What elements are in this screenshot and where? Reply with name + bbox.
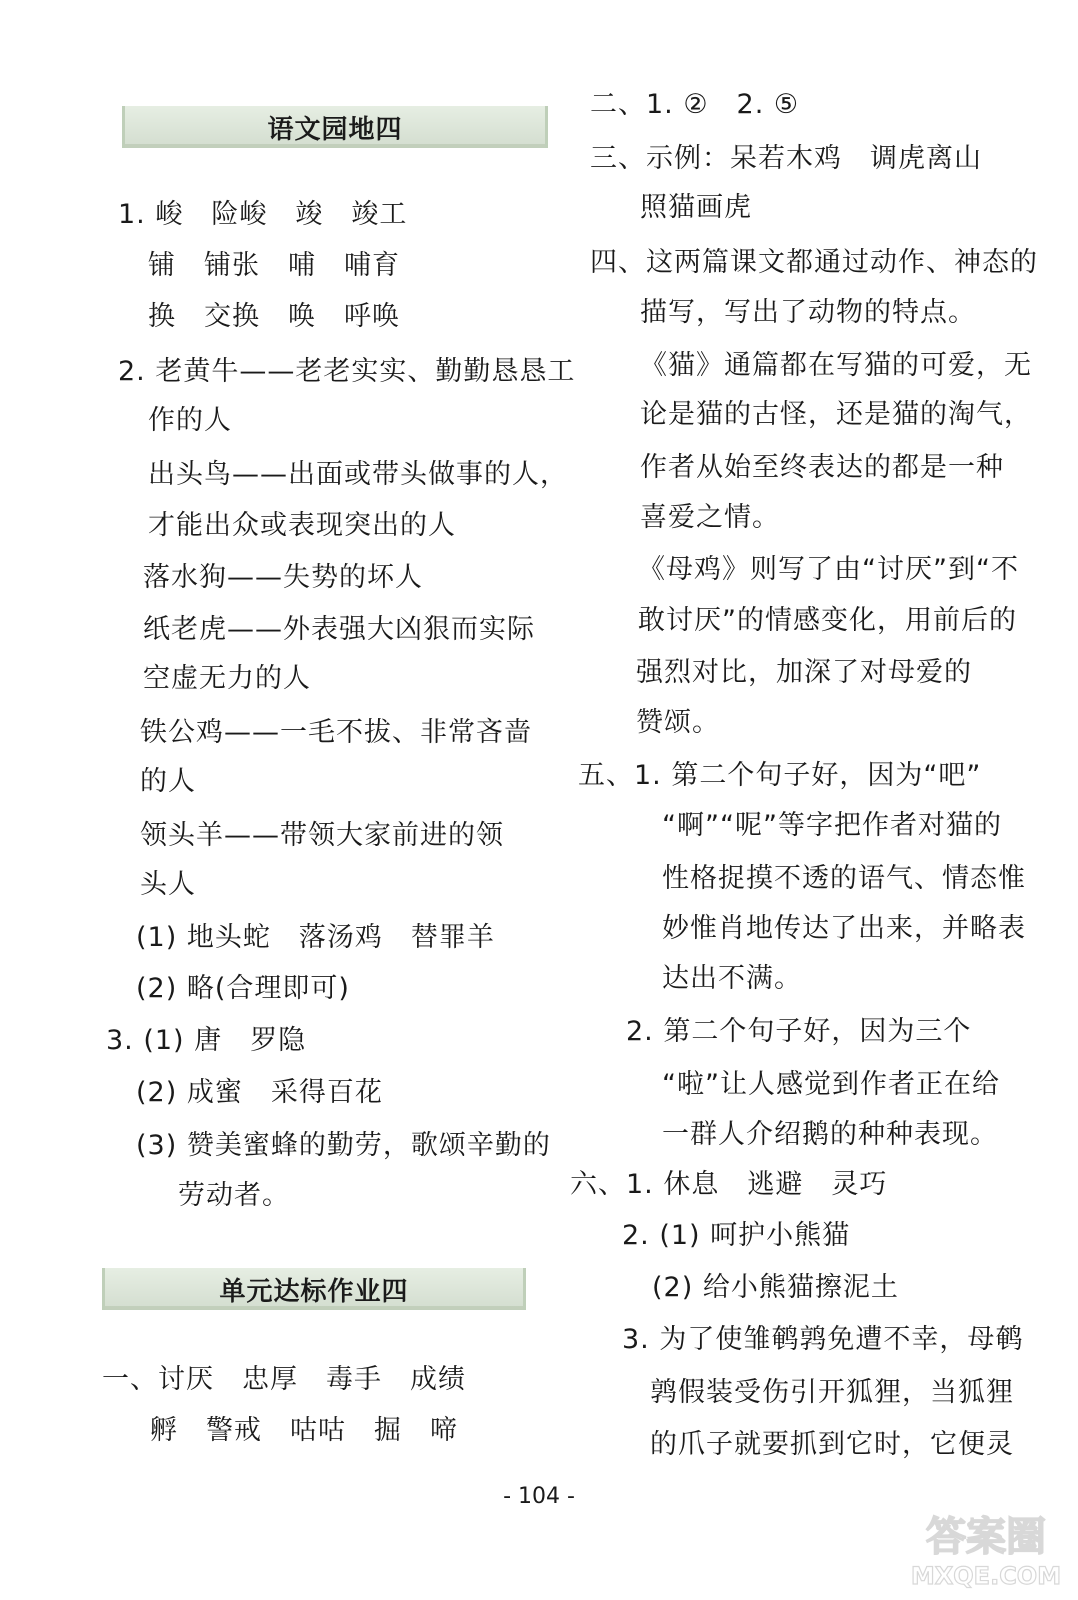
page-number: - 104 -	[503, 1484, 575, 1509]
watermark-bottom-text: MXQE.COM	[910, 1562, 1062, 1590]
answer-line: (3) 赞美蜜蜂的勤劳，歌颂辛勤的	[136, 1130, 551, 1161]
answer-line: “啦”让人感觉到作者正在给	[662, 1069, 1000, 1100]
answer-line: 强烈对比，加深了对母爱的	[636, 657, 972, 688]
answer-line: 一、讨厌 忠厚 毒手 成绩	[102, 1364, 466, 1395]
answer-line: 鹑假装受伤引开狐狸，当狐狸	[650, 1377, 1014, 1408]
answer-line: 二、1. ② 2. ⑤	[590, 89, 800, 120]
answer-line: 喜爱之情。	[640, 502, 780, 533]
answer-line: 三、示例：呆若木鸡 调虎离山	[590, 143, 982, 174]
answer-line: “啊”“呢”等字把作者对猫的	[662, 810, 1002, 841]
answer-line: 《猫》通篇都在写猫的可爱，无	[640, 350, 1032, 381]
answer-line: 纸老虎——外表强大凶狠而实际	[143, 614, 535, 645]
answer-line: 1. 峻 险峻 竣 竣工	[118, 199, 408, 230]
answer-line: 六、1. 休息 逃避 灵巧	[570, 1169, 888, 1200]
answer-line: 达出不满。	[662, 963, 802, 994]
answer-line: 头人	[140, 869, 196, 900]
answer-line: 领头羊——带领大家前进的领	[140, 820, 504, 851]
answer-line: (2) 略(合理即可)	[136, 973, 350, 1004]
answer-line: 妙惟肖地传达了出来，并略表	[662, 913, 1026, 944]
answer-line: 空虚无力的人	[143, 663, 311, 694]
answer-line: 作者从始至终表达的都是一种	[640, 452, 1004, 483]
section-heading-danyuan-dabiao: 单元达标作业四	[102, 1268, 526, 1310]
answer-line: 的爪子就要抓到它时，它便灵	[650, 1429, 1014, 1460]
answer-line: 劳动者。	[178, 1180, 290, 1211]
answer-line: 孵 警戒 咕咕 掘 啼	[150, 1415, 458, 1446]
answer-line: (2) 成蜜 采得百花	[136, 1077, 383, 1108]
answer-line: 2. 第二个句子好，因为三个	[626, 1016, 972, 1047]
answer-line: 2. 老黄牛——老老实实、勤勤恳恳工	[118, 356, 576, 387]
answer-line: 照猫画虎	[640, 192, 752, 223]
answer-line: 铺 铺张 哺 哺育	[148, 250, 400, 281]
answer-line: 一群人介绍鹅的种种表现。	[662, 1119, 998, 1150]
answer-line: 描写，写出了动物的特点。	[640, 297, 976, 328]
answer-line: 赞颂。	[636, 707, 720, 738]
answer-line: 五、1. 第二个句子好，因为“吧”	[578, 760, 982, 791]
watermark-top-text: 答案圈	[926, 1514, 1046, 1560]
answer-line: 换 交换 唤 呼唤	[148, 301, 400, 332]
answer-line: 论是猫的古怪，还是猫的淘气，	[640, 399, 1032, 430]
answer-line: 3. (1) 唐 罗隐	[106, 1025, 307, 1056]
answer-line: 才能出众或表现突出的人	[148, 510, 456, 541]
answer-line: (1) 地头蛇 落汤鸡 替罪羊	[136, 922, 495, 953]
answer-line: 《母鸡》则写了由“讨厌”到“不	[638, 554, 1019, 585]
answer-line: (2) 给小熊猫擦泥土	[652, 1272, 899, 1303]
answer-line: 铁公鸡——一毛不拔、非常吝啬	[140, 717, 532, 748]
answer-line: 的人	[140, 766, 196, 797]
answer-line: 作的人	[148, 405, 232, 436]
answer-line: 敢讨厌”的情感变化，用前后的	[638, 605, 1017, 636]
watermark-logo	[906, 1500, 1066, 1592]
answer-line: 性格捉摸不透的语气、情态惟	[662, 863, 1026, 894]
answer-line: 2. (1) 呵护小熊猫	[622, 1220, 851, 1251]
answer-line: 3. 为了使雏鹌鹑免遭不幸，母鹌	[622, 1324, 1024, 1355]
answer-line: 四、这两篇课文都通过动作、神态的	[590, 247, 1038, 278]
answer-line: 出头鸟——出面或带头做事的人，	[148, 459, 568, 490]
answer-line: 落水狗——失势的坏人	[143, 562, 423, 593]
section-heading-yuwen-yuandi: 语文园地四	[122, 106, 548, 148]
